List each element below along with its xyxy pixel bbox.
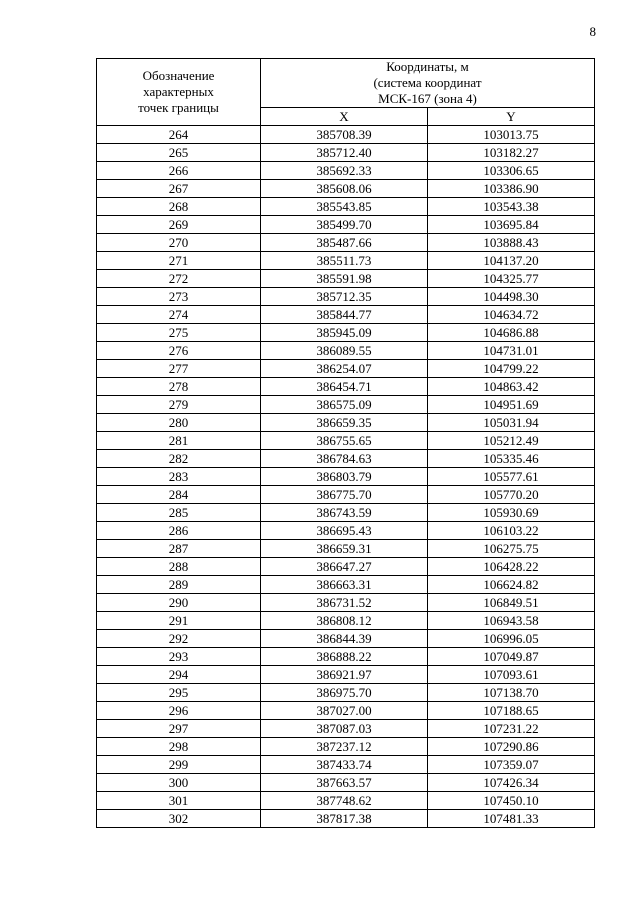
x-coordinate-cell: 385712.35: [261, 288, 428, 306]
x-coordinate-cell: 385543.85: [261, 198, 428, 216]
y-coordinate-cell: 107359.07: [428, 756, 595, 774]
y-coordinate-cell: 106275.75: [428, 540, 595, 558]
x-coordinate-cell: 386575.09: [261, 396, 428, 414]
table-row: [97, 810, 595, 828]
point-cell: 296: [97, 702, 261, 720]
x-coordinate-cell: 386803.79: [261, 468, 428, 486]
y-coordinate-cell: 103888.43: [428, 234, 595, 252]
y-coordinate-cell: 107188.65: [428, 702, 595, 720]
table-body: [97, 126, 595, 828]
point-header-line: характерных: [143, 84, 214, 99]
point-cell: 264: [97, 126, 261, 144]
table-row: [97, 774, 595, 792]
y-coordinate-cell: 105930.69: [428, 504, 595, 522]
x-coordinate-cell: 387817.38: [261, 810, 428, 828]
x-coordinate-cell: 387027.00: [261, 702, 428, 720]
point-cell: 300: [97, 774, 261, 792]
header-row-main: [97, 59, 595, 108]
table-row: [97, 756, 595, 774]
point-cell: 270: [97, 234, 261, 252]
table-row: [97, 270, 595, 288]
table-row: [97, 594, 595, 612]
y-coordinate-cell: 105577.61: [428, 468, 595, 486]
table-row: [97, 162, 595, 180]
x-coordinate-cell: 385692.33: [261, 162, 428, 180]
table-row: [97, 180, 595, 198]
y-coordinate-cell: 106624.82: [428, 576, 595, 594]
point-cell: 290: [97, 594, 261, 612]
table-row: [97, 414, 595, 432]
point-cell: 285: [97, 504, 261, 522]
y-coordinate-cell: 104325.77: [428, 270, 595, 288]
table-row: [97, 720, 595, 738]
y-coordinate-cell: 104799.22: [428, 360, 595, 378]
x-coordinate-cell: 387237.12: [261, 738, 428, 756]
y-coordinate-cell: 106103.22: [428, 522, 595, 540]
table-row: [97, 648, 595, 666]
table-row: [97, 198, 595, 216]
point-cell: 269: [97, 216, 261, 234]
coordinates-table: [96, 58, 595, 828]
x-coordinate-cell: 385945.09: [261, 324, 428, 342]
y-coordinate-cell: 104731.01: [428, 342, 595, 360]
x-coordinate-cell: 385487.66: [261, 234, 428, 252]
x-coordinate-cell: 386775.70: [261, 486, 428, 504]
y-coordinate-cell: 103386.90: [428, 180, 595, 198]
table-row: [97, 396, 595, 414]
table-row: [97, 432, 595, 450]
point-cell: 283: [97, 468, 261, 486]
table-row: [97, 450, 595, 468]
table-row: [97, 252, 595, 270]
point-cell: 301: [97, 792, 261, 810]
x-coordinate-cell: 386731.52: [261, 594, 428, 612]
x-coordinate-cell: 386743.59: [261, 504, 428, 522]
table-row: [97, 234, 595, 252]
coords-header-line: Координаты, м: [386, 59, 469, 74]
y-coordinate-cell: 103695.84: [428, 216, 595, 234]
point-cell: 297: [97, 720, 261, 738]
x-coordinate-cell: 385712.40: [261, 144, 428, 162]
x-coordinate-cell: 386975.70: [261, 684, 428, 702]
page-number: 8: [589, 24, 596, 39]
x-coordinate-cell: 387663.57: [261, 774, 428, 792]
point-cell: 295: [97, 684, 261, 702]
y-coordinate-cell: 105212.49: [428, 432, 595, 450]
x-coordinate-cell: 385591.98: [261, 270, 428, 288]
table-row: [97, 144, 595, 162]
table-row: [97, 504, 595, 522]
x-coordinate-cell: 385511.73: [261, 252, 428, 270]
y-coordinate-cell: 106428.22: [428, 558, 595, 576]
table-row: [97, 342, 595, 360]
point-cell: 294: [97, 666, 261, 684]
point-cell: 281: [97, 432, 261, 450]
table-row: [97, 486, 595, 504]
x-coordinate-cell: 386888.22: [261, 648, 428, 666]
point-cell: 299: [97, 756, 261, 774]
x-coordinate-cell: 386695.43: [261, 522, 428, 540]
x-coordinate-cell: 386755.65: [261, 432, 428, 450]
point-cell: 265: [97, 144, 261, 162]
point-cell: 288: [97, 558, 261, 576]
x-coordinate-cell: 385844.77: [261, 306, 428, 324]
x-coordinate-cell: 385608.06: [261, 180, 428, 198]
y-coordinate-cell: 104634.72: [428, 306, 595, 324]
x-coordinate-cell: 387748.62: [261, 792, 428, 810]
x-coordinate-cell: 386659.31: [261, 540, 428, 558]
point-cell: 268: [97, 198, 261, 216]
x-coordinate-cell: 385499.70: [261, 216, 428, 234]
table-row: [97, 702, 595, 720]
y-coordinate-cell: 104951.69: [428, 396, 595, 414]
x-coordinate-cell: 386844.39: [261, 630, 428, 648]
y-coordinate-cell: 107450.10: [428, 792, 595, 810]
y-coordinate-cell: 104137.20: [428, 252, 595, 270]
table-row: [97, 324, 595, 342]
x-coordinate-cell: 386808.12: [261, 612, 428, 630]
y-coordinate-cell: 107426.34: [428, 774, 595, 792]
table-row: [97, 684, 595, 702]
table-row: [97, 306, 595, 324]
x-coordinate-cell: 386784.63: [261, 450, 428, 468]
y-coordinate-cell: 107481.33: [428, 810, 595, 828]
point-cell: 302: [97, 810, 261, 828]
point-cell: 282: [97, 450, 261, 468]
x-column-header: X: [261, 108, 428, 126]
table-row: [97, 126, 595, 144]
point-cell: 266: [97, 162, 261, 180]
y-coordinate-cell: 106849.51: [428, 594, 595, 612]
y-coordinate-cell: 105335.46: [428, 450, 595, 468]
y-coordinate-cell: 107049.87: [428, 648, 595, 666]
point-cell: 289: [97, 576, 261, 594]
table-row: [97, 378, 595, 396]
point-cell: 271: [97, 252, 261, 270]
y-coordinate-cell: 106943.58: [428, 612, 595, 630]
table-row: [97, 288, 595, 306]
x-coordinate-cell: 386454.71: [261, 378, 428, 396]
y-coordinate-cell: 103182.27: [428, 144, 595, 162]
x-coordinate-cell: 385708.39: [261, 126, 428, 144]
point-cell: 274: [97, 306, 261, 324]
y-coordinate-cell: 107231.22: [428, 720, 595, 738]
point-cell: 276: [97, 342, 261, 360]
point-cell: 284: [97, 486, 261, 504]
point-cell: 287: [97, 540, 261, 558]
coordinates-column-header: [261, 59, 595, 108]
point-cell: 279: [97, 396, 261, 414]
table-row: [97, 792, 595, 810]
table-row: [97, 738, 595, 756]
y-coordinate-cell: 107290.86: [428, 738, 595, 756]
point-cell: 286: [97, 522, 261, 540]
point-cell: 292: [97, 630, 261, 648]
table-row: [97, 576, 595, 594]
x-coordinate-cell: 386647.27: [261, 558, 428, 576]
point-cell: 293: [97, 648, 261, 666]
x-coordinate-cell: 387087.03: [261, 720, 428, 738]
point-header-line: точек границы: [138, 100, 219, 115]
y-coordinate-cell: 104863.42: [428, 378, 595, 396]
point-cell: 275: [97, 324, 261, 342]
table-row: [97, 558, 595, 576]
x-coordinate-cell: 386921.97: [261, 666, 428, 684]
table-row: [97, 468, 595, 486]
y-coordinate-cell: 107138.70: [428, 684, 595, 702]
point-cell: 277: [97, 360, 261, 378]
table-row: [97, 612, 595, 630]
x-coordinate-cell: 387433.74: [261, 756, 428, 774]
table-row: [97, 216, 595, 234]
point-cell: 278: [97, 378, 261, 396]
y-coordinate-cell: 103013.75: [428, 126, 595, 144]
point-header-line: Обозначение: [142, 68, 215, 83]
point-cell: 280: [97, 414, 261, 432]
y-coordinate-cell: 104686.88: [428, 324, 595, 342]
x-coordinate-cell: 386254.07: [261, 360, 428, 378]
table-row: [97, 630, 595, 648]
x-coordinate-cell: 386663.31: [261, 576, 428, 594]
table-row: [97, 540, 595, 558]
table-row: [97, 522, 595, 540]
y-coordinate-cell: 103543.38: [428, 198, 595, 216]
y-coordinate-cell: 107093.61: [428, 666, 595, 684]
point-cell: 291: [97, 612, 261, 630]
x-coordinate-cell: 386659.35: [261, 414, 428, 432]
point-column-header: [97, 59, 261, 126]
point-cell: 272: [97, 270, 261, 288]
table-header: [97, 59, 595, 126]
table-row: [97, 360, 595, 378]
y-coordinate-cell: 103306.65: [428, 162, 595, 180]
coords-header-line: (система координат: [373, 75, 482, 90]
coords-header-line: МСК-167 (зона 4): [378, 91, 477, 106]
y-coordinate-cell: 105770.20: [428, 486, 595, 504]
y-coordinate-cell: 105031.94: [428, 414, 595, 432]
y-coordinate-cell: 106996.05: [428, 630, 595, 648]
point-cell: 273: [97, 288, 261, 306]
table-row: [97, 666, 595, 684]
y-column-header: Y: [428, 108, 595, 126]
point-cell: 267: [97, 180, 261, 198]
point-cell: 298: [97, 738, 261, 756]
y-coordinate-cell: 104498.30: [428, 288, 595, 306]
x-coordinate-cell: 386089.55: [261, 342, 428, 360]
